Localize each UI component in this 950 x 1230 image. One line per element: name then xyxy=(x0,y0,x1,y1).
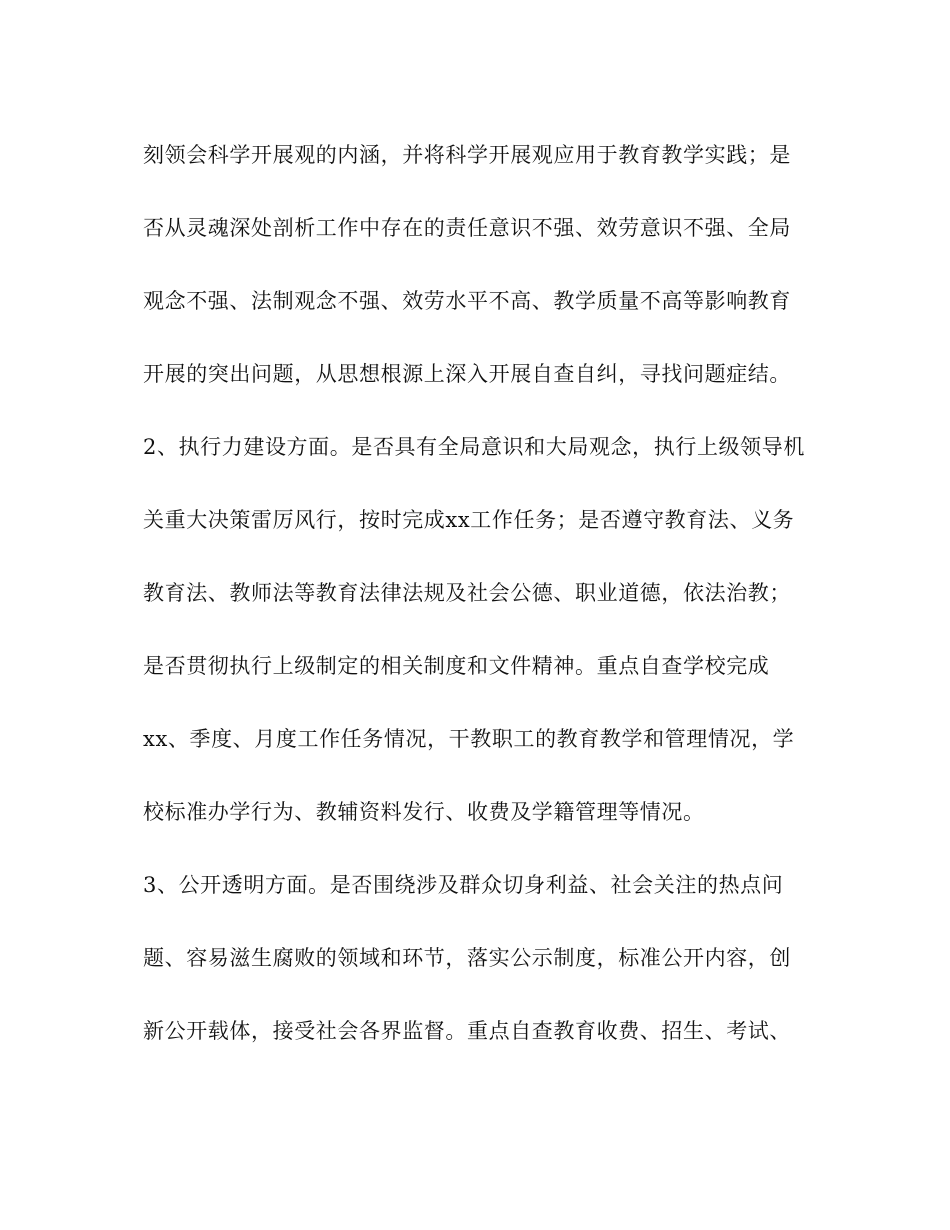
text-line: 关重大决策雷厉风行，按时完成xx工作任务；是否遵守教育法、义务 xyxy=(143,508,795,532)
text-line: 刻领会科学开展观的内涵，并将科学开展观应用于教育教学实践；是 xyxy=(143,143,791,167)
text-line: 开展的突出问题，从思想根源上深入开展自查自纠，寻找问题症结。 xyxy=(143,362,791,386)
text-line: 观念不强、法制观念不强、效劳水平不高、教学质量不高等影响教育 xyxy=(143,289,791,313)
text-line: 教育法、教师法等教育法律法规及社会公德、职业道德，依法治教； xyxy=(143,581,791,605)
text-line: xx、季度、月度工作任务情况，干教职工的教育教学和管理情况，学 xyxy=(143,727,795,751)
text-line: 否从灵魂深处剖析工作中存在的责任意识不强、效劳意识不强、全局 xyxy=(143,216,791,240)
text-line: 校标准办学行为、教辅资料发行、收费及学籍管理等情况。 xyxy=(143,800,705,824)
text-line: 题、容易滋生腐败的领域和环节，落实公示制度，标准公开内容，创 xyxy=(143,946,791,970)
text-line: 是否贯彻执行上级制定的相关制度和文件精神。重点自查学校完成 xyxy=(143,654,770,678)
text-line: 新公开载体，接受社会各界监督。重点自查教育收费、招生、考试、 xyxy=(143,1019,791,1043)
text-line: 3、公开透明方面。是否围绕涉及群众切身利益、社会关注的热点问 xyxy=(143,873,784,897)
text-line: 2、执行力建设方面。是否具有全局意识和大局观念，执行上级领导机 xyxy=(143,435,805,459)
